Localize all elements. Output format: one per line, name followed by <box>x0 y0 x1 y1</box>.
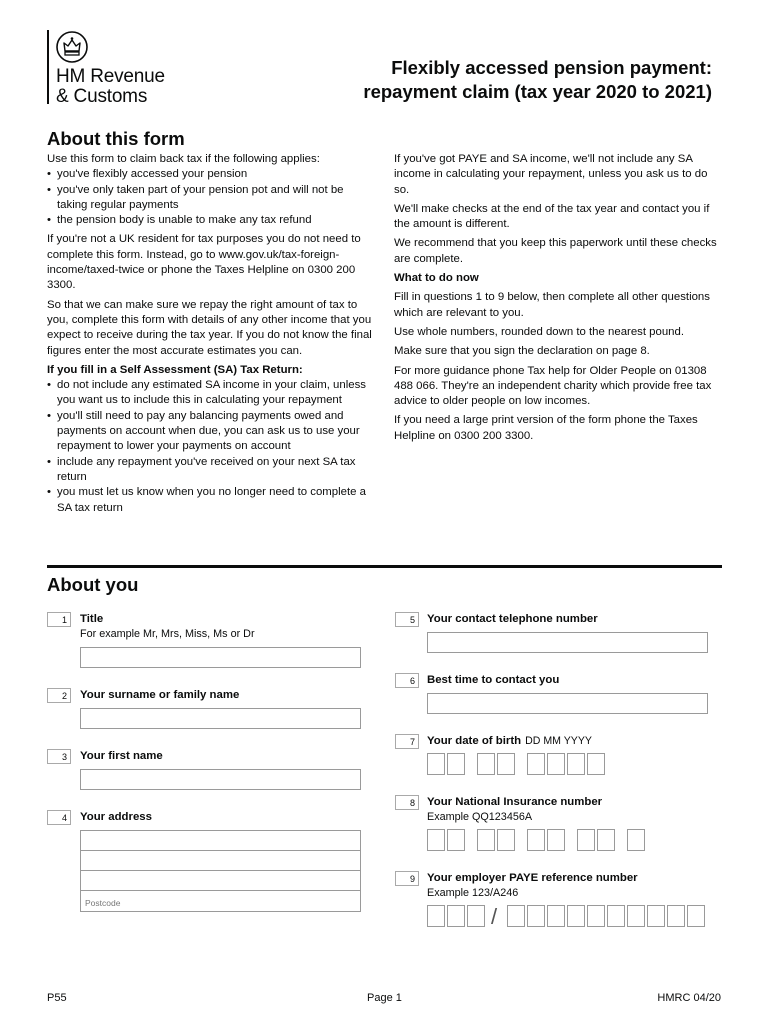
org-line-2: & Customs <box>56 86 148 107</box>
sign-text: Make sure that you sign the declaration on page 8. <box>394 345 650 358</box>
paye-ref-char-9[interactable] <box>667 905 685 927</box>
what-to-do-heading: What to do now <box>394 272 479 285</box>
list-item: • include any repayment you've received on your next SA tax return <box>47 455 377 486</box>
surname-input[interactable] <box>80 708 361 729</box>
guidance-text: For more guidance phone Tax help for Older People on 01308 488 066. They're an independent charity which provide free tax advice to older people on low incomes. <box>394 364 712 408</box>
list-item: • you must let us know when you no longer need to complete a SA tax return <box>47 485 377 516</box>
dob-label-text: Your date of birth <box>427 735 522 747</box>
applies-list <box>47 167 377 228</box>
list-item: • the pension body is unable to make any tax refund <box>47 213 377 228</box>
about-you-heading: About you <box>47 574 139 595</box>
paye-ref-char-7[interactable] <box>627 905 645 927</box>
ni-char-2[interactable] <box>447 829 465 851</box>
logo-divider <box>47 30 49 104</box>
question-number-7: 7 <box>395 734 419 749</box>
surname-label: Your surname or family name <box>80 689 240 701</box>
paye-ref-char-6[interactable] <box>607 905 625 927</box>
ni-number-label: Your National Insurance number <box>427 796 603 808</box>
intro-text: Use this form to claim back tax if the following applies: <box>47 153 320 165</box>
postcode-input[interactable]: Postcode <box>80 890 361 912</box>
form-title <box>363 56 712 104</box>
form-title-line-1: Flexibly accessed pension payment: <box>391 57 712 78</box>
dob-label <box>427 734 592 748</box>
dob-year-digit-2[interactable] <box>547 753 565 775</box>
address-line-2-input[interactable] <box>80 850 361 871</box>
address-line-1-input[interactable] <box>80 830 361 851</box>
question-number-1: 1 <box>47 612 71 627</box>
royal-crest-icon <box>56 31 88 63</box>
dob-year-digit-1[interactable] <box>527 753 545 775</box>
paye-ref-char-2[interactable] <box>527 905 545 927</box>
title-label: Title <box>80 613 104 625</box>
paye-ref-hint: Example 123/A246 <box>427 887 519 899</box>
first-name-label: Your first name <box>80 750 163 762</box>
form-code: P55 <box>47 992 67 1004</box>
paye-ref-char-4[interactable] <box>567 905 585 927</box>
dob-month-digit-2[interactable] <box>497 753 515 775</box>
question-number-9: 9 <box>395 871 419 886</box>
form-version: HMRC 04/20 <box>657 992 721 1004</box>
large-print-text: If you need a large print version of the form phone the Taxes Helpline on 0300 200 3300. <box>394 414 698 442</box>
ni-char-8[interactable] <box>597 829 615 851</box>
whole-numbers-text: Use whole numbers, rounded down to the nearest pound. <box>394 325 685 338</box>
list-item: • you've flexibly accessed your pension <box>47 167 377 182</box>
phone-input[interactable] <box>427 632 708 653</box>
paye-ref-char-10[interactable] <box>687 905 705 927</box>
details-text: So that we can make sure we repay the right amount of tax to you, complete this form with details of any other income that you expect to receive during the tax year. If you do not know the final figures enter the most accurate estimates you can. <box>47 298 372 357</box>
organisation-name <box>56 67 165 107</box>
paye-separator: / <box>491 904 498 929</box>
about-form-right-column <box>394 152 722 448</box>
question-number-8: 8 <box>395 795 419 810</box>
paye-ref-char-5[interactable] <box>587 905 605 927</box>
question-number-4: 4 <box>47 810 71 825</box>
sa-list <box>47 378 377 516</box>
ni-char-4[interactable] <box>497 829 515 851</box>
ni-number-hint: Example QQ123456A <box>427 811 533 823</box>
contact-time-label: Best time to contact you <box>427 674 560 686</box>
sa-heading: If you fill in a Self Assessment (SA) Tax Return: <box>47 363 303 376</box>
org-line-1: HM Revenue <box>56 66 165 87</box>
dob-year-digit-4[interactable] <box>587 753 605 775</box>
paye-sa-text: If you've got PAYE and SA income, we'll not include any SA income in calculating your repayment, unless you ask us to do so. <box>394 153 708 196</box>
ni-char-5[interactable] <box>527 829 545 851</box>
first-name-input[interactable] <box>80 769 361 790</box>
list-item: • you'll still need to pay any balancing payments owed and payments on account when due, you can ask us to use your repayment to lower your payments on account <box>47 409 377 455</box>
dob-day-digit-2[interactable] <box>447 753 465 775</box>
dob-format-hint: DD MM YYYY <box>525 735 592 747</box>
contact-time-input[interactable] <box>427 693 708 714</box>
paye-office-char-1[interactable] <box>427 905 445 927</box>
list-item: • you've only taken part of your pension pot and will not be taking regular payments <box>47 183 377 214</box>
paye-ref-char-1[interactable] <box>507 905 525 927</box>
paye-ref-char-8[interactable] <box>647 905 665 927</box>
paye-office-char-3[interactable] <box>467 905 485 927</box>
about-form-heading: About this form <box>47 128 185 149</box>
form-title-line-2: repayment claim (tax year 2020 to 2021) <box>363 81 712 102</box>
ni-char-6[interactable] <box>547 829 565 851</box>
title-hint: For example Mr, Mrs, Miss, Ms or Dr <box>80 628 255 640</box>
paye-ref-label: Your employer PAYE reference number <box>427 872 638 884</box>
question-number-2: 2 <box>47 688 71 703</box>
page-number: Page 1 <box>367 992 402 1004</box>
dob-year-digit-3[interactable] <box>567 753 585 775</box>
dob-day-digit-1[interactable] <box>427 753 445 775</box>
question-number-5: 5 <box>395 612 419 627</box>
paye-office-char-2[interactable] <box>447 905 465 927</box>
ni-char-1[interactable] <box>427 829 445 851</box>
ni-char-9[interactable] <box>627 829 645 851</box>
question-number-6: 6 <box>395 673 419 688</box>
non-resident-text: If you're not a UK resident for tax purposes you do not need to complete this form. Instead, go to www.gov.uk/tax-foreign-income/taxed-twice or phone the Taxes Helpline on 0300 200 3300. <box>47 233 361 292</box>
title-input[interactable] <box>80 647 361 668</box>
about-form-left-column <box>47 152 377 520</box>
checks-text: We'll make checks at the end of the tax year and contact you if the amount is different. <box>394 202 710 231</box>
paye-ref-char-3[interactable] <box>547 905 565 927</box>
list-item: • do not include any estimated SA income in your claim, unless you want us to include this in calculating your repayment <box>47 378 377 409</box>
ni-char-7[interactable] <box>577 829 595 851</box>
fill-text: Fill in questions 1 to 9 below, then complete all other questions which are relevant to you. <box>394 291 710 319</box>
ni-char-3[interactable] <box>477 829 495 851</box>
keep-text: We recommend that you keep this paperwork until these checks are complete. <box>394 237 717 265</box>
address-line-3-input[interactable] <box>80 870 361 891</box>
question-number-3: 3 <box>47 749 71 764</box>
dob-month-digit-1[interactable] <box>477 753 495 775</box>
phone-label: Your contact telephone number <box>427 613 598 625</box>
address-label: Your address <box>80 811 152 823</box>
section-divider <box>47 565 722 568</box>
